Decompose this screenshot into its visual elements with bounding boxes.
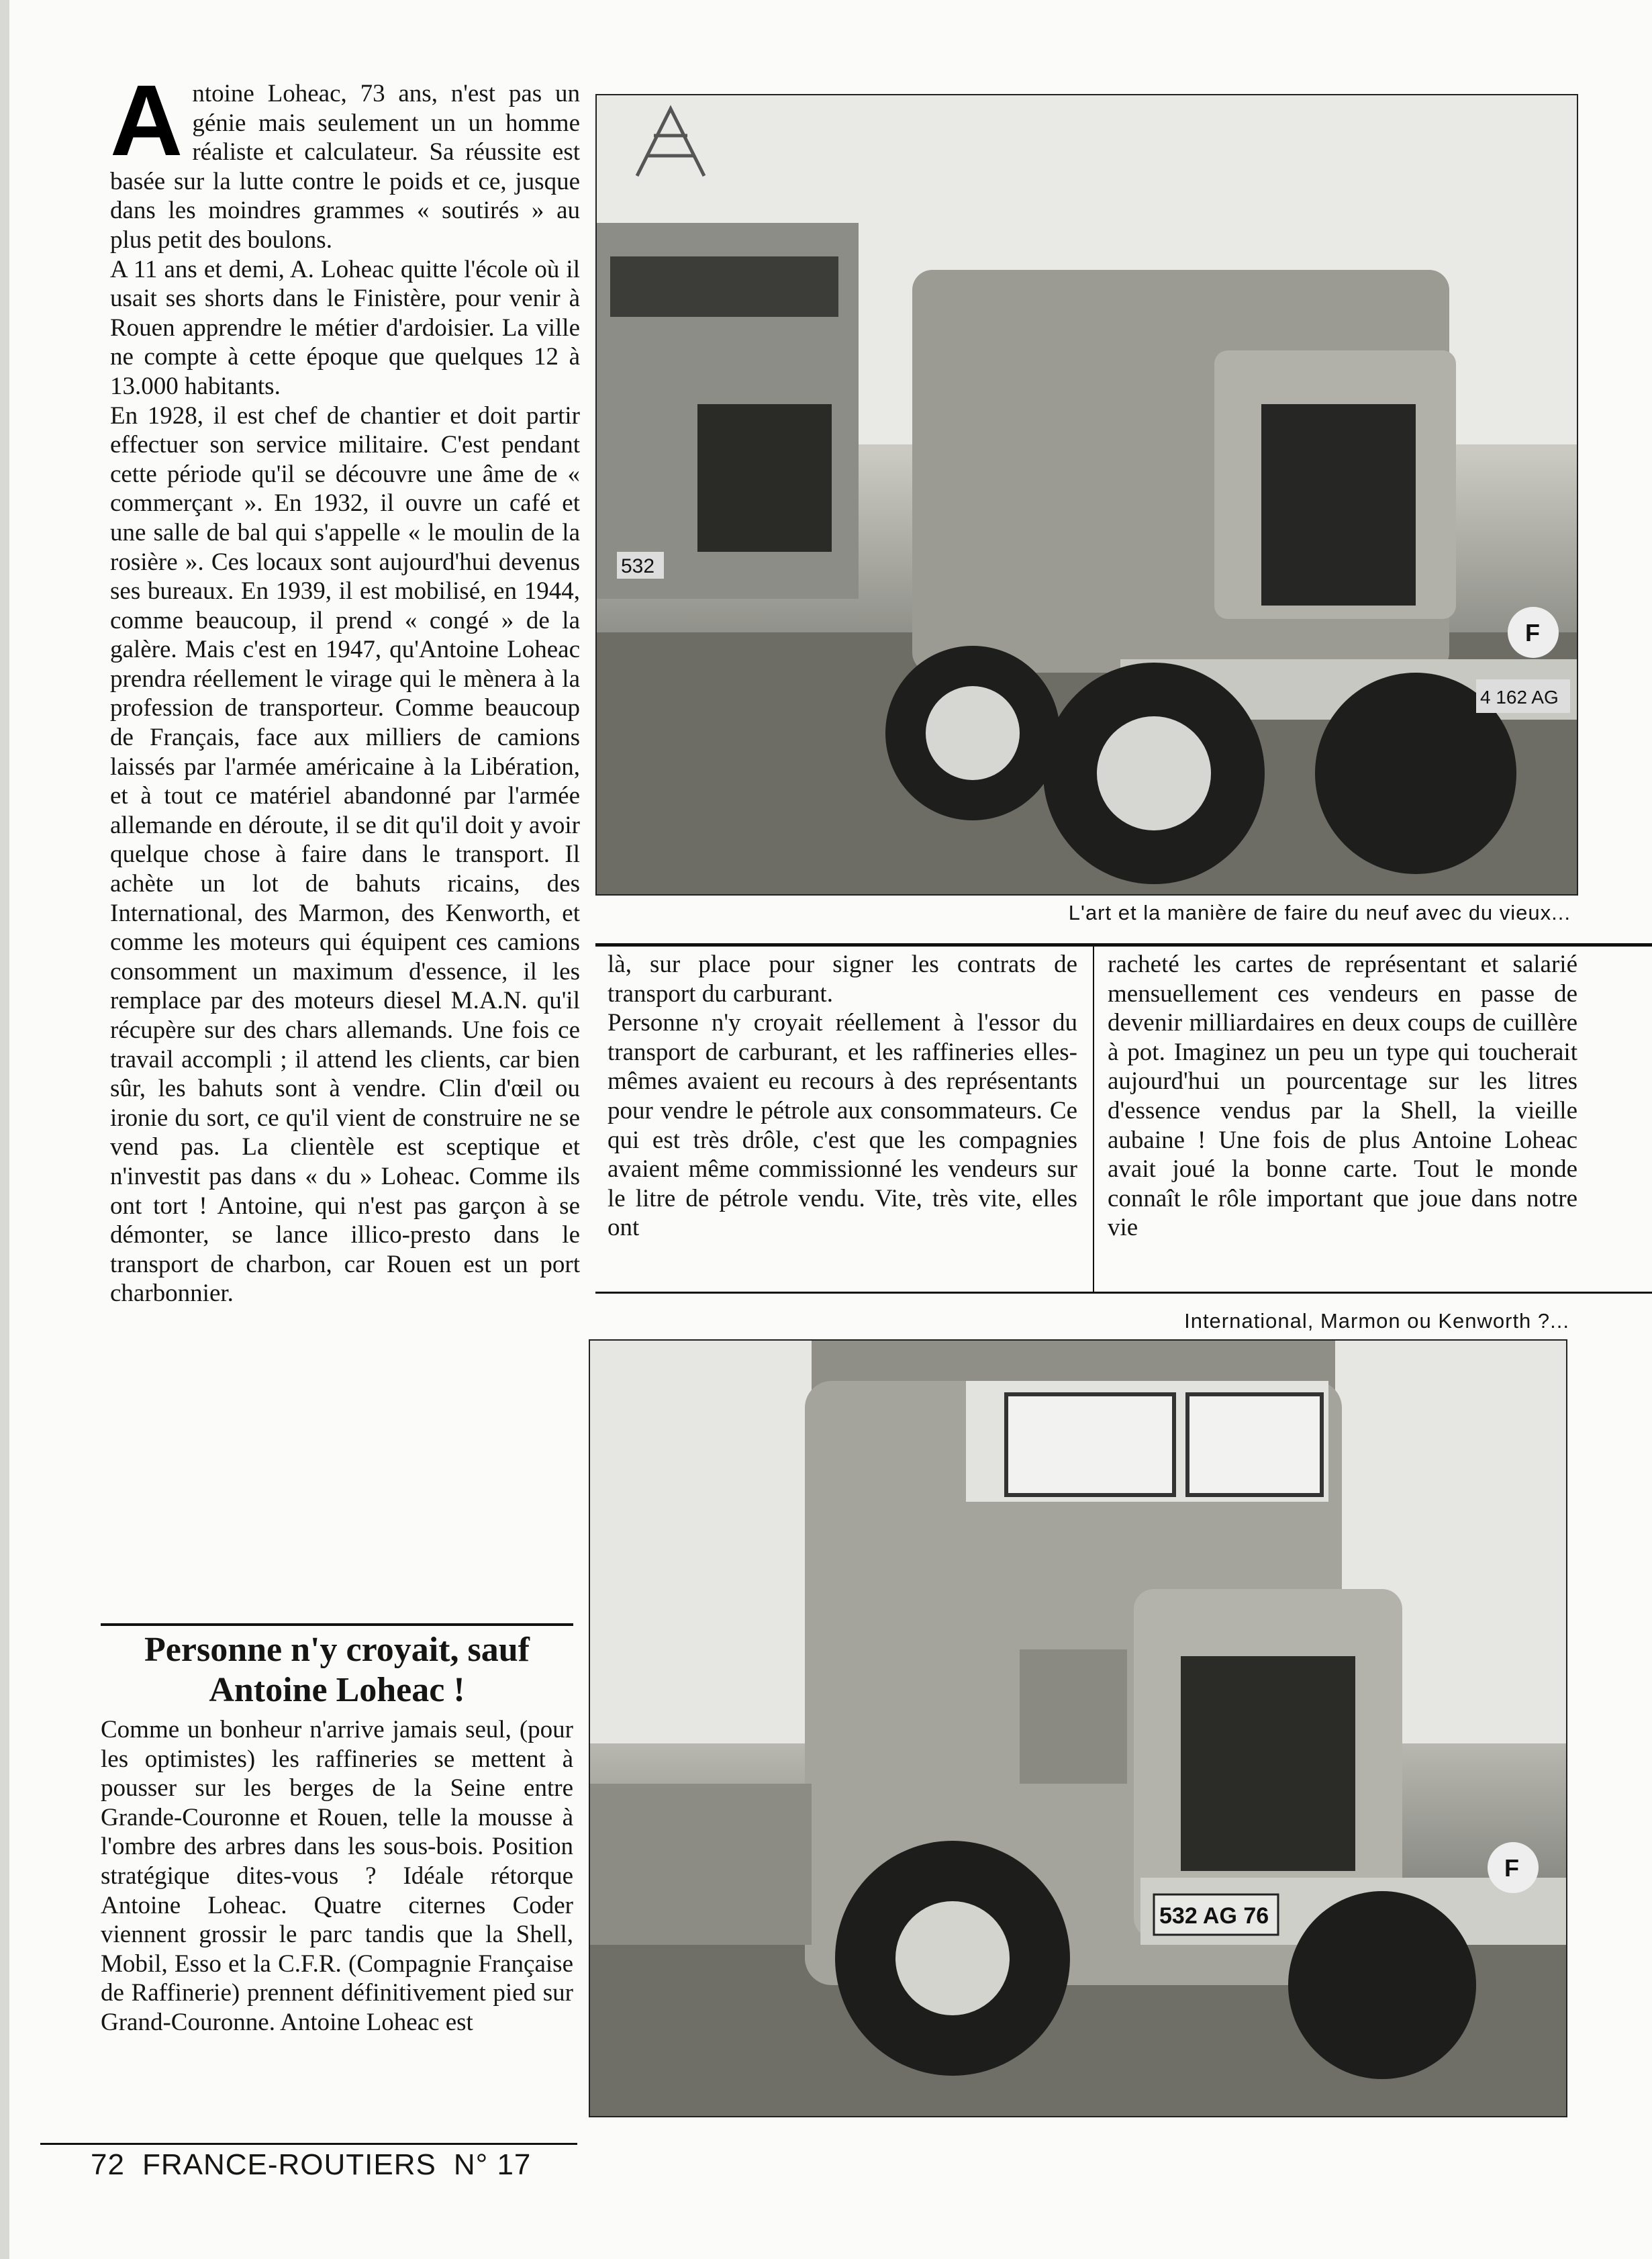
photo1-caption: L'art et la manière de faire du neuf avec du vieux...: [1068, 901, 1571, 924]
paragraph-career: En 1928, il est chef de chantier et doit partir effectuer son service militaire. C'est pendant cette période qu'il se découvre une âme de « commerçant ». En 1932, il ouvre un café et une salle de bal qui s'appelle « le moulin de la rosière ». Ces locaux sont aujourd'hui devenus ses bureaux. En 1939, il est mobilisé, en 1944, comme beaucoup, il prend « congé » de la galère. Mais c'est en 1947, qu'Antoine Loheac prendra réellement le virage qui le mènera à la profession de transporteur. Comme beaucoup de Français, face aux milliers de camions laissés par l'armée américaine à la Libération, et à tout ce matériel abandonné par l'armée allemande en déroute, il se dit qu'il doit y avoir quelque chose à faire dans le transport. Il achète un lot de bahuts ricains, des International, des Marmon, des Kenworth, et comme les moteurs qui équipent ces camions consomment un maximum d'essence, il les remplace par des moteurs diesel M.A.N. qu'il récupère sur des chars allemands. Une fois ce travail accompli ; il attend les clients, car bien sûr, les bahuts sont à vendre. Clin d'œil ou ironie du sort, ce qu'il vient de construire ne se vend pas. La clientèle est sceptique et n'investit pas dans « du » Loheac. Comme ils ont tort ! Antoine, qui n'est pas garçon à se démonter, se lance illico-presto dans le transport de charbon, car Rouen est un port charbonnier.: [110, 401, 580, 1308]
page-edge-shadow: [0, 0, 9, 2259]
photo1-plate-right: 4 162 AG: [1480, 687, 1559, 708]
photo1-country-badge: F: [1525, 619, 1540, 646]
truck-photo-2: [589, 1339, 1567, 2117]
page-number: 72: [91, 2148, 125, 2181]
photo1-plate-left: 532: [621, 555, 655, 577]
paragraph-contracts: là, sur place pour signer les contrats de transport du carburant.: [608, 951, 1077, 1008]
article-column-3: [1108, 950, 1577, 1243]
issue-number: N° 17: [453, 2148, 532, 2181]
paragraph-nobody-believed: Personne n'y croyait réellement à l'essor du transport de carburant, et les raffineries elles-mêmes avaient eu recours à des représentants pour vendre le pétrole aux consommateurs. Ce qui est très drôle, c'est que les compagnies avaient même commissionné les vendeurs sur le litre de pétrole vendu. Vite, très vite, elles ont: [608, 1009, 1077, 1242]
article-column-1: [110, 64, 580, 1308]
divider-top: [595, 943, 1652, 947]
divider-bottom: [595, 1292, 1652, 1294]
section-headline: Personne n'y croyait, sauf Antoine Loheac !: [101, 1623, 573, 1711]
truck-photo-1: [595, 94, 1578, 896]
drop-cap: A: [110, 64, 183, 177]
photo2-plate: 532 AG 76: [1159, 1903, 1269, 1929]
paragraph-representatives: racheté les cartes de représentant et salarié mensuellement ces vendeurs en passe de devenir milliardaires en deux coups de cuillère à pot. Imaginez un peu un type qui toucherait aujourd'hui un pourcentage sur les litres d'essence vendus par la Shell, la vieille aubaine ! Une fois de plus Antoine Loheac avait joué la bonne carte. Tout le monde connaît le rôle important que joue dans notre vie: [1108, 951, 1577, 1242]
truck-illustration-2: [590, 1341, 1566, 2116]
truck-illustration-1: [597, 95, 1577, 894]
article-column-1-continued: [101, 1715, 573, 2037]
photo2-caption: International, Marmon ou Kenworth ?...: [1184, 1309, 1569, 1333]
photo2-country-badge: F: [1504, 1854, 1519, 1882]
paragraph-refineries: Comme un bonheur n'arrive jamais seul, (pour les optimistes) les raffineries se mettent à pousser sur les berges de la Seine entre Grande-Couronne et Rouen, telle la mousse à l'ombre des arbres dans les sous-bois. Position stratégique dites-vous ? Idéale rétorque Antoine Loheac. Quatre citernes Coder viennent grossir le parc tandis que la Shell, Mobil, Esso et la C.F.R. (Compagnie Française de Raffinerie) prennent définitivement pied sur Grand-Couronne. Antoine Loheac est: [101, 1716, 573, 2036]
paragraph-intro: Antoine Loheac, 73 ans, n'est pas un génie mais seulement un un homme réaliste et calculateur. Sa réussite est basée sur la lutte contre le poids et ce, jusque dans les moindres grammes « soutirés » au plus petit des boulons.: [110, 64, 580, 254]
column-divider: [1093, 947, 1094, 1292]
magazine-name: FRANCE-ROUTIERS: [142, 2148, 436, 2181]
article-column-2: [608, 950, 1077, 1243]
footer-rule: [40, 2143, 577, 2145]
page-footer: [91, 2148, 548, 2182]
paragraph-youth: A 11 ans et demi, A. Loheac quitte l'école où il usait ses shorts dans le Finistère, pour venir à Rouen apprendre le métier d'ardoisier. La ville ne compte à cette époque que quelques 12 à 13.000 habitants.: [110, 255, 580, 400]
